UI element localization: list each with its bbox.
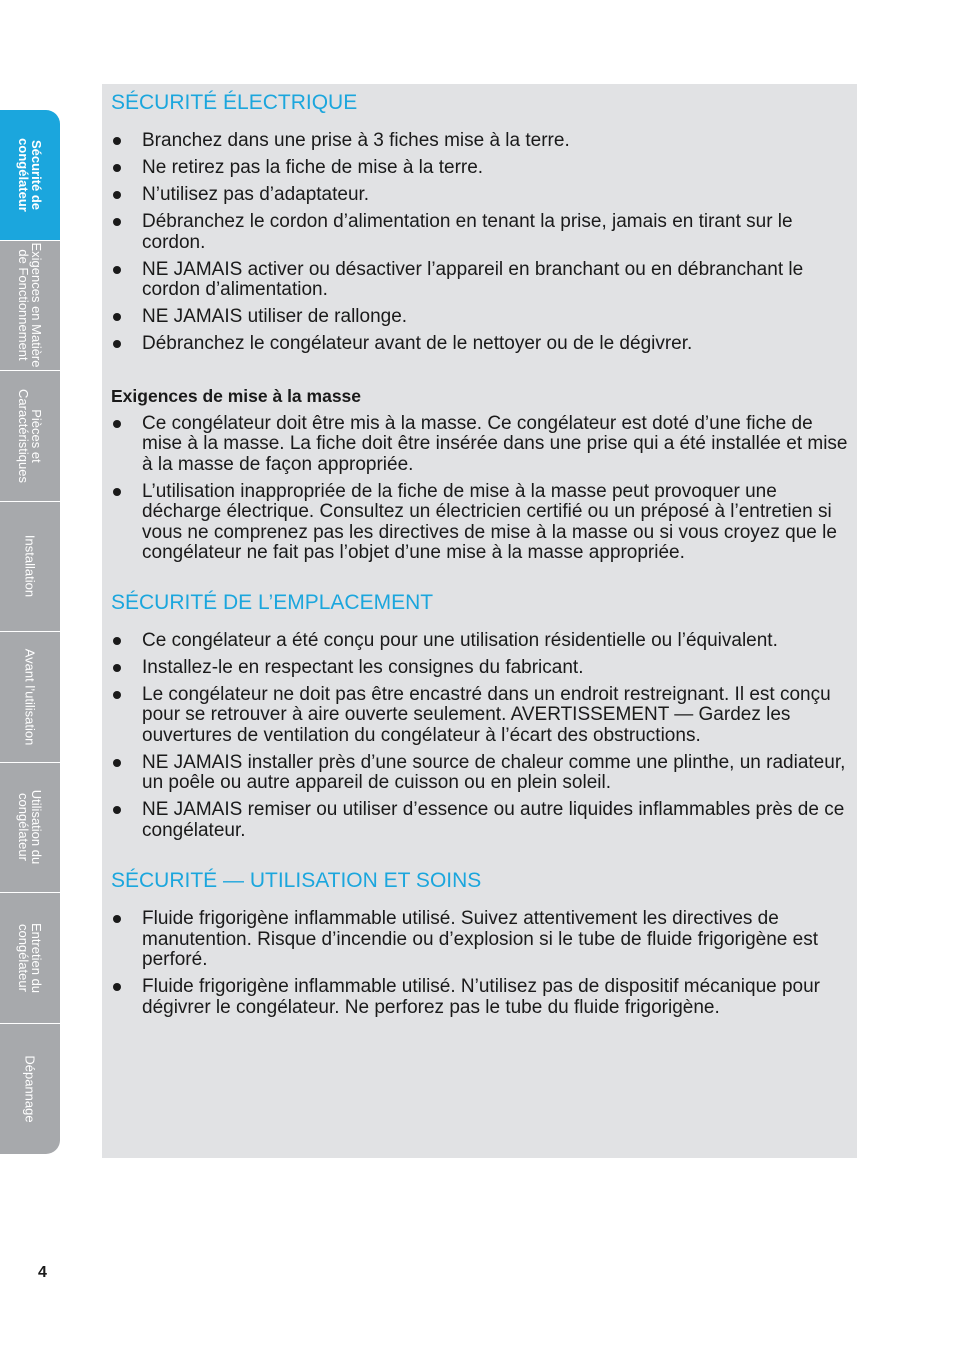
tab-installation[interactable] [0,502,60,633]
tab-entretien-congelateur[interactable] [0,893,60,1024]
tab-label: Exigences en Matière de Fonctionnement [16,242,44,368]
subheading-mise-a-la-masse: Exigences de mise à la masse [111,385,362,406]
section-title-securite-electrique: SÉCURITÉ ÉLECTRIQUE [111,91,358,114]
tab-pieces-caracteristiques[interactable] [0,371,60,502]
list-item: Fluide frigorigène inflammable utilisé. N’utilisez pas de dispositif mécanique pour dégivrer le congélateur. Ne perforez pas le tube du fluide frigorigène. [111,977,849,1018]
side-tab-navigation [0,110,60,1154]
tab-label: Sécurité de congélateur [16,137,44,212]
list-item: NE JAMAIS installer près d’une source de chaleur comme une plinthe, un radiateur, un poêle ou autre appareil de cuisson ou en plein soleil. [111,753,849,794]
list-item: Ce congélateur doit être mis à la masse. Ce congélateur est doté d’une fiche de mise à la masse. La fiche doit être insérée dans une prise qui a été installée et mise à la masse de façon appropriée. [111,414,849,476]
list-item: N’utilisez pas d’adaptateur. [111,185,849,206]
tab-label: Pièces et Caractéristiques [16,388,44,483]
tab-label: Entretien du congélateur [16,922,44,993]
list-item: Ne retirez pas la fiche de mise à la terre. [111,158,849,179]
tab-avant-utilisation[interactable] [0,632,60,763]
page-number: 4 [38,1264,47,1281]
list-item: Installez-le en respectant les consignes du fabricant. [111,658,849,679]
tab-utilisation-congelateur[interactable] [0,763,60,894]
electrique-bullet-list [111,131,849,355]
tab-label: Avant l’utilisation [22,648,38,746]
list-item: NE JAMAIS remiser ou utiliser d’essence ou autre liquides inflammables près de ce congélateur. [111,800,849,841]
safety-content-panel [102,84,857,1158]
list-item: Débranchez le cordon d’alimentation en tenant la prise, jamais en tirant sur le cordon. [111,212,849,253]
masse-bullet-list [111,414,849,564]
section-title-securite-emplacement: SÉCURITÉ DE L’EMPLACEMENT [111,590,434,614]
list-item: L’utilisation inappropriée de la fiche de mise à la masse peut provoquer une décharge électrique. Consultez un électricien certifié ou un préposé à l’entretien si vous ne comprenez pas les directives de mise à la masse ou si vous croyez que le congélateur ne fait pas l’objet d’une mise à la masse appropriée. [111,482,849,564]
list-item: Ce congélateur a été conçu pour une utilisation résidentielle ou l’équivalent. [111,631,849,652]
tab-label: Installation [22,535,38,598]
tab-label: Dépannage [22,1055,38,1123]
emplacement-bullet-list [111,631,849,842]
list-item: Débranchez le congélateur avant de le nettoyer ou de le dégivrer. [111,334,849,355]
tab-securite-congelateur[interactable] [0,110,60,241]
tab-label: Utilisation du congélateur [16,790,44,865]
section-title-utilisation-soins: SÉCURITÉ — UTILISATION ET SOINS [111,869,482,892]
list-item: NE JAMAIS activer ou désactiver l’appareil en branchant ou en débranchant le cordon d’alimentation. [111,260,849,301]
tab-exigences-fonctionnement[interactable] [0,241,60,372]
list-item: Le congélateur ne doit pas être encastré dans un endroit restreignant. Il est conçu pour se retrouver à aire ouverte seulement. AVERTISSEMENT — Gardez les ouvertures de ventilation du congélateur à l’écart des obstructions. [111,685,849,747]
list-item: Fluide frigorigène inflammable utilisé. Suivez attentivement les directives de manutention. Risque d’incendie ou d’explosion si le tube de fluide frigorigène est perforé. [111,909,849,971]
list-item: NE JAMAIS utiliser de rallonge. [111,307,849,328]
tab-depannage[interactable] [0,1024,60,1155]
list-item: Branchez dans une prise à 3 fiches mise à la terre. [111,131,849,152]
utilisation-bullet-list [111,909,849,1018]
